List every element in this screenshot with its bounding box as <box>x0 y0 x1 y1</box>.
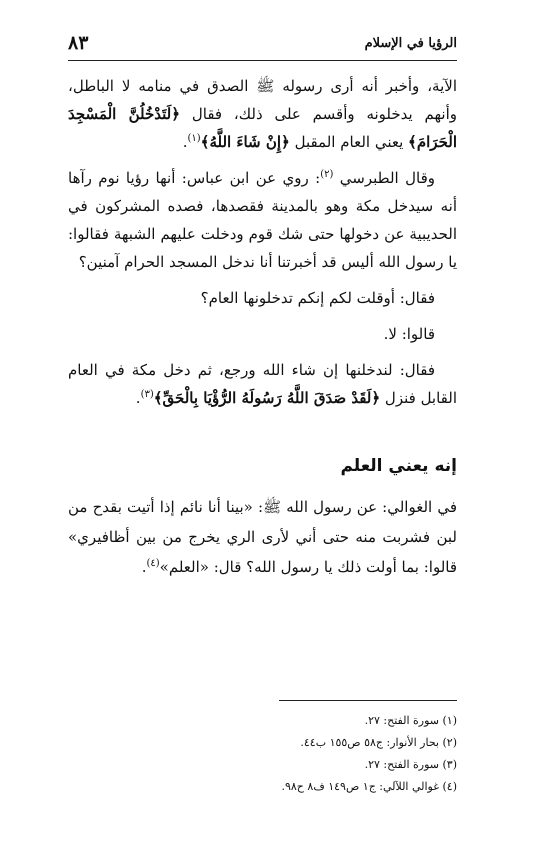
footnote-item: (١) سورة الفتح: ٢٧. <box>364 714 457 727</box>
footnote-ref: (٤) <box>146 558 160 569</box>
section-heading: إنه يعني العلم <box>340 456 457 476</box>
quran-verse: ﴿لَتَدْخُلُنَّ الْمَسْجِدَ الْحَرَامَ﴾ <box>68 105 457 151</box>
quran-verse: ﴿إِنْ شَاءَ اللَّهُ﴾ <box>200 133 290 151</box>
paragraph-3: فقال: أوقلت لكم إنكم تدخلونها العام؟ <box>200 289 435 307</box>
footnote-rule <box>279 700 457 701</box>
paragraph-text: في الغوالي: عن رسول الله ﷺ: «بينا أنا نائم إذا أتيت بقدح من لبن فشربت منه حتى أني لأرى الري يخرج من بين أظافيري» قالوا: بما أولت ذلك يا رسول الله؟ قال: «العلم» <box>68 498 457 576</box>
paragraph-text: يعني العام المقبل <box>289 133 409 151</box>
paragraph-text: فقال: لندخلنها إن شاء الله ورجع، ثم دخل مكة في العام القابل فنزل <box>68 361 457 407</box>
footnotes <box>68 710 457 798</box>
quran-verse: ﴿لَقَدْ صَدَقَ اللَّهُ رَسُولَهُ الرُّؤْيَا بِالْحَقِّ﴾ <box>153 389 381 407</box>
running-title: الرؤيا في الإسلام <box>364 36 457 51</box>
footnote-ref: (١) <box>187 133 201 144</box>
paragraph-text: . <box>135 389 141 407</box>
paragraph-text: . <box>141 558 147 576</box>
page-number: ٨٣ <box>68 32 89 54</box>
section-text <box>68 492 457 582</box>
section-paragraph <box>68 492 457 582</box>
running-header <box>68 32 457 56</box>
paragraph-2 <box>68 164 457 276</box>
paragraph-text: : روي عن ابن عباس: أنها رؤيا نوم رآها أنه سيدخل مكة وهو بالمدينة فقصدها، فصده المشركون في الحديبية عن دخولها حتى شك قوم ودخلت عليهم الشبهة فقالوا: يا رسول الله أليس قد أخبرتنا أنا ندخل المسجد الحرام آمنين؟ <box>68 169 457 271</box>
footnote-ref: (٢) <box>320 169 334 180</box>
paragraph-5 <box>68 356 457 412</box>
paragraph-text: . <box>182 133 188 151</box>
paragraph-1 <box>68 72 457 156</box>
header-rule <box>68 60 457 61</box>
paragraph-text: وقال الطبرسي <box>333 169 435 187</box>
footnote-ref: (٣) <box>140 389 154 400</box>
paragraph-text: الآية، وأخبر أنه أرى رسوله ﷺ الصدق في منامه لا الباطل، وأنهم يدخلونه وأقسم على ذلك، فقال <box>68 77 457 123</box>
main-text <box>68 72 457 420</box>
footnote-item: (٢) بحار الأنوار: ج٥٨ ص١٥٥ ب٤٤. <box>300 736 457 749</box>
paragraph-4: قالوا: لا. <box>383 325 435 343</box>
footnote-item: (٤) غوالي اللآلي: ج١ ص١٤٩ ف٨ ح٩٨. <box>281 780 457 793</box>
footnote-item: (٣) سورة الفتح: ٢٧. <box>364 758 457 771</box>
